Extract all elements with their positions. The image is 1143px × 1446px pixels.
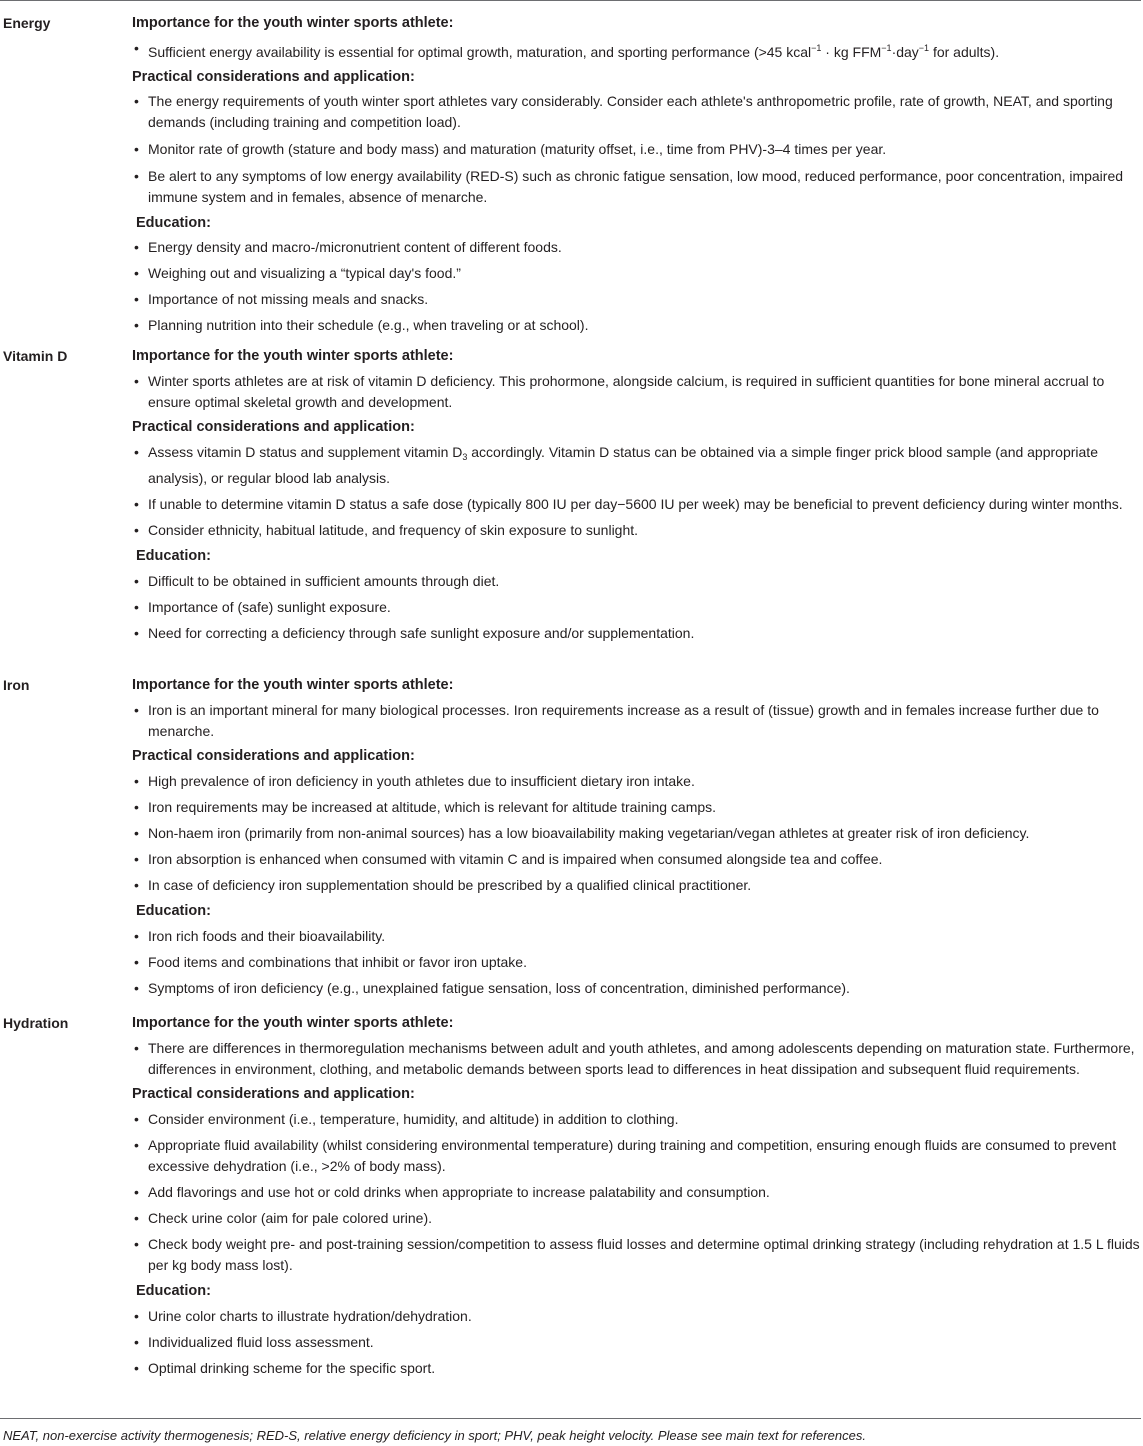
importance-heading: Importance for the youth winter sports athlete: (132, 677, 454, 693)
education-bullet: • Iron rich foods and their bioavailability. (132, 926, 1143, 947)
importance-bullet: • Winter sports athletes are at risk of vitamin D deficiency. This prohormone, alongside calcium, is required in sufficient quantities for bone mineral accrual to ensure optimal skeletal growth and development. (132, 371, 1143, 413)
practical-heading: Practical considerations and application: (132, 419, 415, 435)
row-content (132, 14, 1143, 336)
practical-bullet: • Consider environment (i.e., temperature, humidity, and altitude) in addition to clothing. (132, 1109, 1143, 1130)
importance-bullet: • Sufficient energy availability is essential for optimal growth, maturation, and sporting performance (>45 kcal$^{-1}$ · kg $FFM^{-1}\cdot day^{-1}$ for adults). (132, 38, 1143, 63)
practical-bullet: • Iron absorption is enhanced when consumed with vitamin C and is impaired when consumed alongside tea and coffee. (132, 849, 1143, 870)
education-heading: Education: (136, 548, 211, 564)
table-footnote: NEAT, non-exercise activity thermogenesis; RED-S, relative energy deficiency in sport; PHV, peak height velocity. Please see main text for references. (3, 1428, 866, 1443)
education-bullet: • Importance of (safe) sunlight exposure. (132, 597, 1143, 618)
education-bullet: • Urine color charts to illustrate hydration/dehydration. (132, 1306, 1143, 1327)
importance-heading: Importance for the youth winter sports athlete: (132, 348, 454, 364)
education-bullet: • Individualized fluid loss assessment. (132, 1332, 1143, 1353)
education-heading: Education: (136, 1283, 211, 1299)
row-content (132, 676, 1143, 999)
practical-bullet: • Non-haem iron (primarily from non-animal sources) has a low bioavailability making vegetarian/vegan athletes at greater risk of iron deficiency. (132, 823, 1143, 844)
practical-bullet: • Check body weight pre- and post-training session/competition to assess fluid losses and determine optimal drinking strategy (including rehydration at 1.5 L fluids per kg body mass lost). (132, 1234, 1143, 1276)
practical-bullet: • Assess vitamin D status and supplement vitamin $D_3$ accordingly. Vitamin D status can be obtained via a simple finger prick blood sample (and appropriate analysis), or regular blood lab analysis. (132, 442, 1143, 489)
education-bullet: • Energy density and macro-/micronutrient content of different foods. (132, 237, 1143, 258)
table-bottom-rule (0, 1418, 1141, 1419)
practical-bullet: • Iron requirements may be increased at altitude, which is relevant for altitude training camps. (132, 797, 1143, 818)
education-bullet: • Importance of not missing meals and snacks. (132, 289, 1143, 310)
education-bullet: • Food items and combinations that inhibit or favor iron uptake. (132, 952, 1143, 973)
education-heading: Education: (136, 215, 211, 231)
practical-bullet: • In case of deficiency iron supplementation should be prescribed by a qualified clinical practitioner. (132, 875, 1143, 896)
practical-bullet: • The energy requirements of youth winter sport athletes vary considerably. Consider each athlete's anthropometric profile, rate of growth, NEAT, and sporting demands (including training and competition load). (132, 91, 1143, 133)
education-heading: Education: (136, 903, 211, 919)
nutrient-label: Hydration (3, 1015, 69, 1031)
practical-bullet: • High prevalence of iron deficiency in youth athletes due to insufficient dietary iron intake. (132, 771, 1143, 792)
practical-heading: Practical considerations and application: (132, 69, 415, 85)
education-bullet: • Optimal drinking scheme for the specific sport. (132, 1358, 1143, 1379)
practical-bullet: • Be alert to any symptoms of low energy availability (RED-S) such as chronic fatigue sensation, low mood, reduced performance, poor concentration, impaired immune system and in females, absence of menarche. (132, 166, 1143, 208)
nutrient-label: Iron (3, 677, 30, 693)
nutrient-label: Vitamin D (3, 348, 68, 364)
practical-bullet: • Add flavorings and use hot or cold drinks when appropriate to increase palatability and consumption. (132, 1182, 1143, 1203)
practical-heading: Practical considerations and application: (132, 748, 415, 764)
practical-heading: Practical considerations and application: (132, 1086, 415, 1102)
practical-bullet: • Check urine color (aim for pale colored urine). (132, 1208, 1143, 1229)
education-bullet: • Planning nutrition into their schedule (e.g., when traveling or at school). (132, 315, 1143, 336)
education-bullet: • Symptoms of iron deficiency (e.g., unexplained fatigue sensation, loss of concentration, diminished performance). (132, 978, 1143, 999)
importance-heading: Importance for the youth winter sports athlete: (132, 1015, 454, 1031)
row-content (132, 347, 1143, 644)
row-content (132, 1014, 1143, 1379)
table-top-rule (0, 0, 1141, 1)
nutrient-label: Energy (3, 15, 51, 31)
importance-heading: Importance for the youth winter sports athlete: (132, 15, 454, 31)
education-bullet: • Weighing out and visualizing a “typical day's food.” (132, 263, 1143, 284)
practical-bullet: • Appropriate fluid availability (whilst considering environmental temperature) during training and competition, ensuring enough fluids are consumed to prevent excessive dehydration (i.e., >2% of body mass). (132, 1135, 1143, 1177)
practical-bullet: • Monitor rate of growth (stature and body mass) and maturation (maturity offset, i.e., time from PHV)-3–4 times per year. (132, 139, 1143, 160)
importance-bullet: • There are differences in thermoregulation mechanisms between adult and youth athletes, and among adolescents depending on maturation state. Furthermore, differences in environment, clothing, and metabolic demands between sports lead to differences in heat dissipation and subsequent fluid requirements. (132, 1038, 1143, 1080)
education-bullet: • Difficult to be obtained in sufficient amounts through diet. (132, 571, 1143, 592)
importance-bullet: • Iron is an important mineral for many biological processes. Iron requirements increase as a result of (tissue) growth and in females increase further due to menarche. (132, 700, 1143, 742)
education-bullet: • Need for correcting a deficiency through safe sunlight exposure and/or supplementation. (132, 623, 1143, 644)
practical-bullet: • Consider ethnicity, habitual latitude, and frequency of skin exposure to sunlight. (132, 520, 1143, 541)
practical-bullet: • If unable to determine vitamin D status a safe dose (typically 800 IU per day−5600 IU per week) may be beneficial to prevent deficiency during winter months. (132, 494, 1143, 515)
